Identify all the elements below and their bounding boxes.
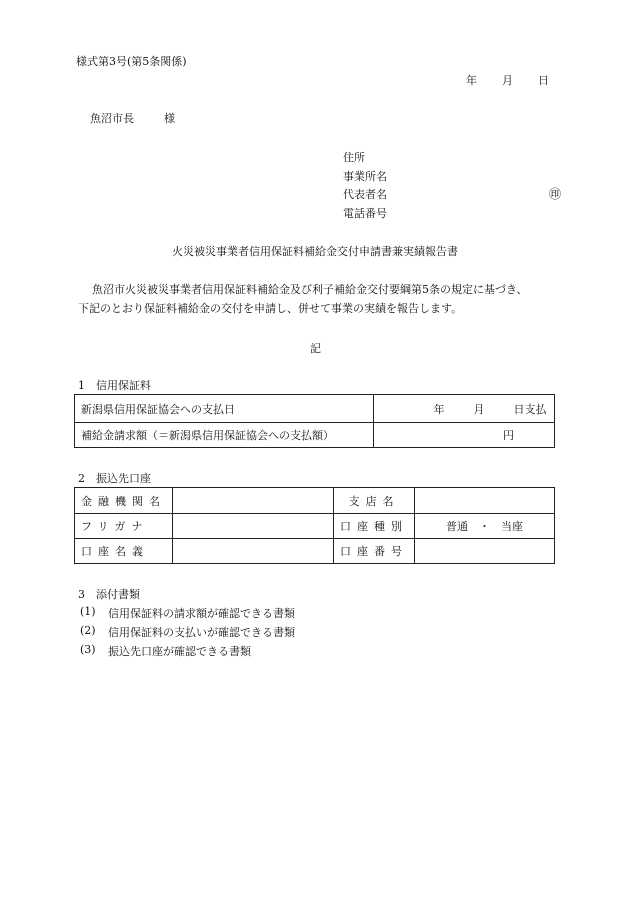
attachment-number: (1) [80, 605, 96, 618]
bank-name-field[interactable] [173, 488, 334, 514]
account-number-field[interactable] [415, 539, 555, 564]
yen-unit: 円 [503, 429, 514, 442]
attachment-number: (3) [80, 643, 96, 656]
attachment-item: 信用保証料の支払いが確認できる書類 [108, 626, 295, 639]
document-title: 火災被災事業者信用保証料補給金交付申請書兼実績報告書 [172, 245, 458, 258]
table-row [75, 395, 555, 423]
payment-year: 年 [433, 402, 445, 416]
attachment-number: (2) [80, 624, 96, 637]
branch-name-field[interactable] [415, 488, 555, 514]
payment-day: 日支払 [513, 402, 547, 416]
body-line-2: 下記のとおり保証料補給金の交付を申請し、併せて事業の実績を報告します。 [78, 302, 463, 315]
seal-mark: ㊞ [549, 187, 562, 201]
address-label: 住所 [343, 151, 365, 164]
bank-account-table [74, 487, 555, 564]
business-name-label: 事業所名 [343, 170, 387, 183]
addressee-suffix: 様 [164, 112, 175, 125]
table-row [75, 423, 555, 448]
account-type-value[interactable]: 普通 ・ 当座 [415, 514, 555, 539]
furigana-label: フリガナ [75, 514, 173, 539]
date-day: 日 [538, 74, 549, 87]
body-line-1: 魚沼市火災被災事業者信用保証料補給金及び利子補給金交付要綱第5条の規定に基づき、 [92, 283, 528, 296]
bank-name-label: 金融機関名 [75, 488, 173, 514]
section1-heading: 1 信用保証料 [78, 379, 151, 392]
section2-heading: 2 振込先口座 [78, 472, 151, 485]
branch-name-label: 支店名 [334, 488, 415, 514]
account-holder-field[interactable] [173, 539, 334, 564]
account-holder-label: 口座名義 [75, 539, 173, 564]
payment-date-cell[interactable] [374, 395, 555, 423]
payment-month: 月 [473, 402, 485, 416]
section3-heading: 3 添付書類 [78, 588, 140, 601]
claim-amount-cell[interactable] [374, 423, 555, 448]
addressee: 魚沼市長 [90, 112, 134, 125]
table-row [75, 514, 555, 539]
payment-date-label: 新潟県信用保証協会への支払日 [75, 395, 374, 423]
account-number-label: 口座番号 [334, 539, 415, 564]
ki-label: 記 [310, 342, 321, 355]
date-year: 年 [466, 74, 477, 87]
guarantee-fee-table [74, 394, 555, 448]
table-row [75, 539, 555, 564]
table-row [75, 488, 555, 514]
phone-label: 電話番号 [343, 207, 387, 220]
furigana-field[interactable] [173, 514, 334, 539]
attachment-item: 信用保証料の請求額が確認できる書類 [108, 607, 295, 620]
account-type-label: 口座種別 [334, 514, 415, 539]
date-month: 月 [502, 74, 513, 87]
attachment-item: 振込先口座が確認できる書類 [108, 645, 251, 658]
representative-label: 代表者名 [343, 188, 387, 201]
claim-amount-label: 補給金請求額（＝新潟県信用保証協会への支払額） [75, 423, 374, 448]
form-number: 様式第3号(第5条関係) [76, 55, 187, 68]
